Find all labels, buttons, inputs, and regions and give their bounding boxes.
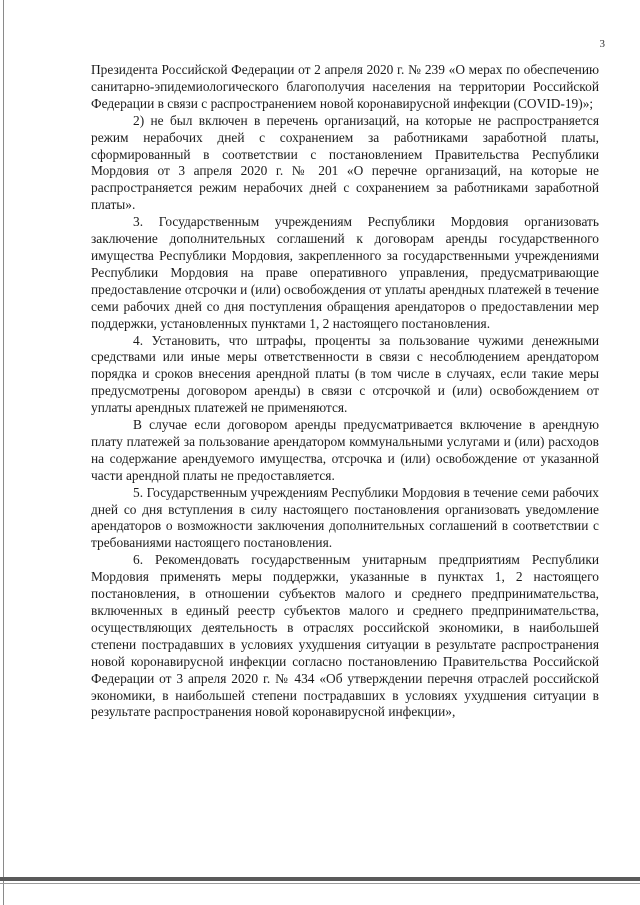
paragraph-point-6: 6. Рекомендовать государственным унитарным предприятиям Республики Мордовия применять меры поддержки, указанные в пунктах 1, 2 настоящего постановления, в отношении субъектов малого и среднего предпринимательства, включенных в единый реестр субъектов малого и среднего предпринимательства, осуществляющих деятельность в отраслях российской экономики, в наибольшей степени пострадавших в условиях ухудшения ситуации в результате распространения новой коронавирусной инфекции согласно постановлению Правительства Российской Федерации от 3 апреля 2020 г. № 434 «Об утверждении перечня отраслей российской экономики, в наибольшей степени пострадавших в условиях ухудшения ситуации в результате распространения новой коронавирусной инфекции», <box>91 552 599 720</box>
document-body <box>91 62 599 721</box>
scan-bottom-border-thin <box>0 883 640 884</box>
paragraph-point-4: 4. Установить, что штрафы, проценты за пользование чужими денежными средствами или иные меры ответственности в связи с несоблюдением арендатором порядка и сроков внесения арендной платы (в том числе в случаях, если такие меры предусмотрены договором аренды) в связи с отсрочкой и (или) освобождением от уплаты арендных платежей не применяются. <box>91 332 599 416</box>
paragraph-continuation: Президента Российской Федерации от 2 апреля 2020 г. № 239 «О мерах по обеспечению санитарно-эпидемиологического благополучия населения на территории Российской Федерации в связи с распространением новой коронавирусной инфекции (COVID-19)»; <box>91 62 599 111</box>
page-number: 3 <box>599 38 605 50</box>
paragraph-point-5: 5. Государственным учреждениям Республики Мордовия в течение семи рабочих дней со дня вступления в силу настоящего постановления организовать уведомление арендаторов о возможности заключения дополнительных соглашений в соответствии с требованиями настоящего постановления. <box>91 484 599 551</box>
paragraph-item-2: 2) не был включен в перечень организаций, на которые не распространяется режим нерабочих дней с сохранением за работниками заработной платы, сформированный в соответствии с постановлением Правительства Республики Мордовия от 3 апреля 2020 г. № 201 «О перечне организаций, на которые не распространяется режим нерабочих дней с сохранением за работниками заработной платы». <box>91 112 599 213</box>
paragraph-point-4-case: В случае если договором аренды предусматривается включение в арендную плату платежей за пользование арендатором коммунальными услугами и (или) расходов на содержание арендуемого имущества, отсрочка и (или) освобождение от указанной части арендной платы не предоставляется. <box>91 417 599 483</box>
paragraph-point-3: 3. Государственным учреждениям Республики Мордовия организовать заключение дополнительных соглашений к договорам аренды государственного имущества Республики Мордовия, закрепленного за государственными учреждениями Республики Мордовия на праве оперативного управления, предусматривающие предоставление отсрочки и (или) освобождения от уплаты арендных платежей в течение семи рабочих дней со дня поступления обращения арендаторов о предоставлении мер поддержки, установленных пунктами 1, 2 настоящего постановления. <box>91 214 599 331</box>
scan-left-edge <box>3 0 4 905</box>
scan-bottom-border <box>0 877 640 881</box>
